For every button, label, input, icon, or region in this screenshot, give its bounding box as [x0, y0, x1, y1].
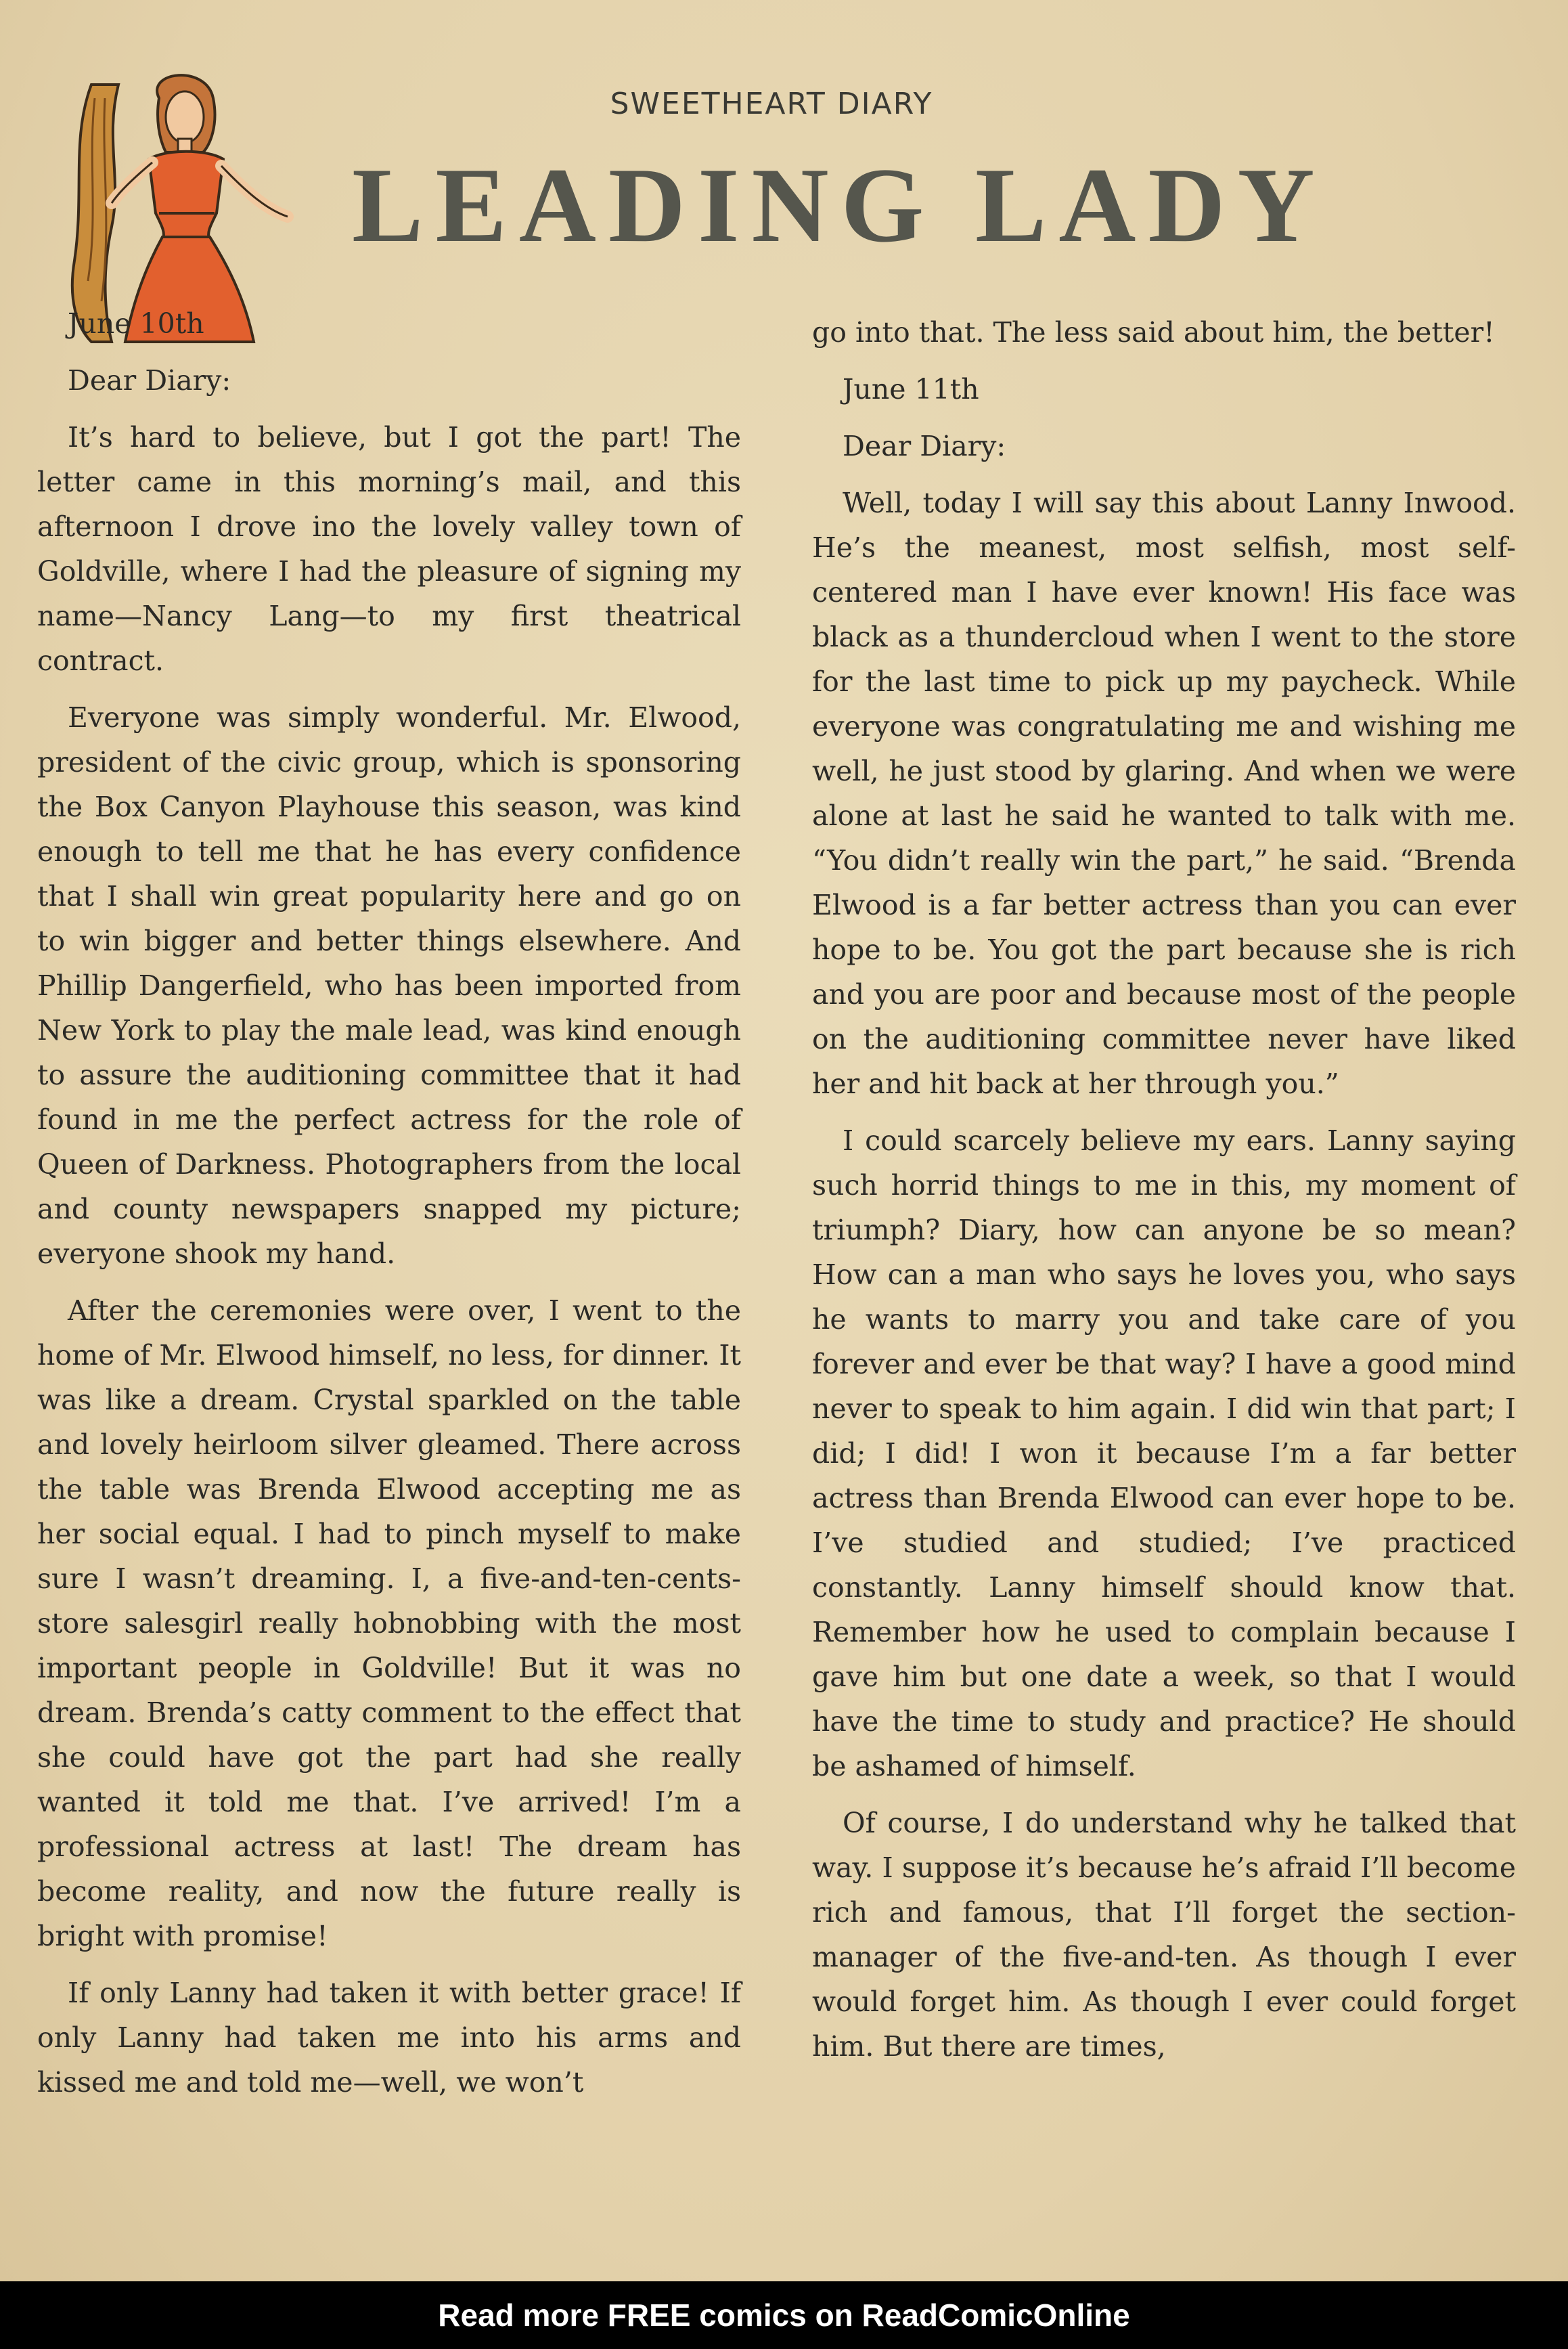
continuation-paragraph: go into that. The less said about him, the better!: [812, 316, 1495, 349]
entry-date: June 11th: [843, 373, 979, 405]
entry-date: June 10th: [68, 307, 204, 340]
salutation: Dear Diary:: [68, 364, 231, 397]
paragraph: Well, today I will say this about Lanny Inwood. He’s the meanest, most selfish, most self-centered man I have ever known! His face was black as a thundercloud when I went to the store for the last time to pick up my paycheck. While everyone was congratulating me and wishing me well, he just stood by glaring. And when we were alone at last he said he wanted to talk with me. “You didn’t really win the part,” he said. “Brenda Elwood is a far better actress than you can ever hope to be. You got the part because she is rich and you are poor and because most of the people on the auditioning committee never have liked her and hit back at her through you.”: [812, 487, 1516, 1100]
salutation: Dear Diary:: [843, 430, 1006, 462]
dress: [149, 152, 223, 240]
paragraph: After the ceremonies were over, I went to the home of Mr. Elwood himself, no less, for dinner. It was like a dream. Crystal sparkled on the table and lovely heirloom silver gleamed. There across the table was Brenda Elwood accepting me as her social equal. I had to pinch myself to make sure I wasn’t dreaming. I, a five-and-ten-cents-store salesgirl really hobnobbing with the most important people in Goldville! But it was no dream. Brenda’s catty comment to the effect that she could have got the part had she really wanted it told me that. I’ve arrived! I’m a professional actress at last! The dream has become reality, and now the future really is bright with promise!: [37, 1294, 741, 1952]
series-title: SWEETHEART DIARY: [610, 87, 933, 121]
paragraph: I could scarcely believe my ears. Lanny saying such horrid things to me in this, my moment of triumph? Diary, how can anyone be so mean? How can a man who says he loves you, who says he wants to marry you and take care of you forever and ever be that way? I have a good mind never to speak to him again. I did win that part; I did; I did! I won it because I’m a far better actress than Brenda Elwood can ever hope to be. I’ve studied and studied; I’ve practiced constantly. Lanny himself should know that. Remember how he used to complain because I gave him but one date a week, so that I would have the time to study and practice? He should be ashamed of himself.: [812, 1124, 1516, 1782]
left-column: [37, 301, 741, 2117]
right-column: [812, 310, 1516, 2081]
paragraph: It’s hard to believe, but I got the part! The letter came in this morning’s mail, and this afternoon I drove ino the lovely valley town of Goldville, where I had the pleasure of signing my name—Nancy Lang—to my first theatrical contract.: [37, 421, 741, 677]
footer-banner[interactable]: Read more FREE comics on ReadComicOnline: [0, 2281, 1568, 2349]
paragraph: Everyone was simply wonderful. Mr. Elwood, president of the civic group, which is sponsoring the Box Canyon Playhouse this season, was kind enough to tell me that he has every confidence that I shall win great popularity here and go on to win bigger and better things elsewhere. And Phillip Dangerfield, who has been imported from New York to play the male lead, was kind enough to assure the auditioning committee that it had found in me the perfect actress for the role of Queen of Darkness. Photographers from the local and county newspapers snapped my picture; everyone shook my hand.: [37, 701, 741, 1270]
paragraph: If only Lanny had taken it with better grace! If only Lanny had taken me into his arms and kissed me and told me—well, we won’t: [37, 1977, 741, 2099]
paragraph: Of course, I do understand why he talked that way. I suppose it’s because he’s afraid I’ll become rich and famous, that I’ll forget the section-manager of the five-and-ten. As though I ever would forget him. As though I ever could forget him. But there are times,: [812, 1807, 1516, 2063]
story-title: LEADING LADY: [352, 146, 1327, 265]
